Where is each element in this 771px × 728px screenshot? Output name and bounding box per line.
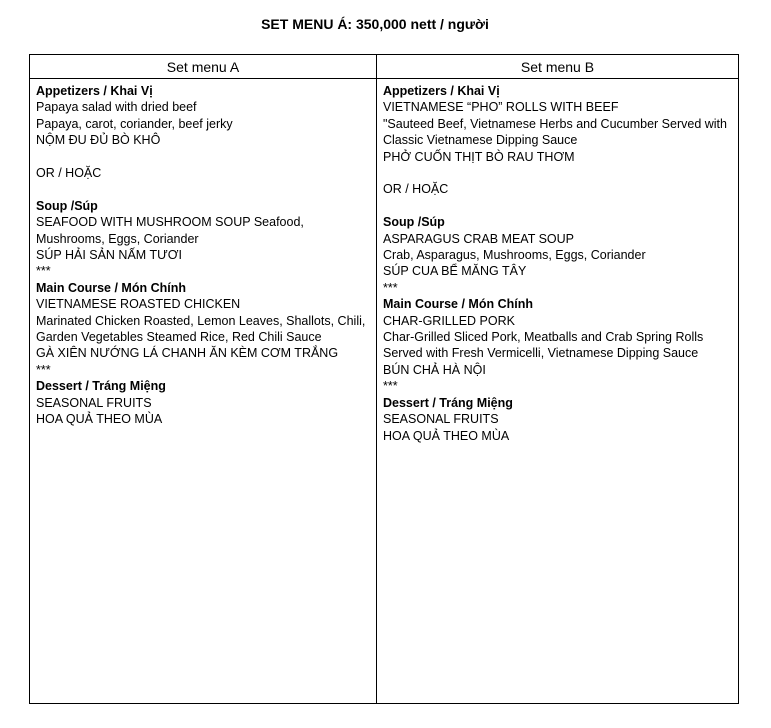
dessert-heading: Dessert / Tráng Miệng: [383, 395, 513, 410]
separator-stars: ***: [383, 280, 398, 295]
menu-line: NỘM ĐU ĐỦ BÒ KHÔ: [36, 133, 161, 148]
table-body-row: [30, 79, 739, 704]
menu-line: VIETNAMESE “PHO” ROLLS WITH BEEF: [383, 100, 619, 115]
page-title: SET MENU Á: 350,000 nett / người: [261, 16, 489, 32]
soup-heading: Soup /Súp: [36, 198, 98, 213]
dessert-section: [36, 378, 370, 427]
main-course-heading: Main Course / Món Chính: [36, 280, 186, 295]
dessert-section: [383, 395, 732, 444]
separator-stars: ***: [383, 379, 398, 394]
menu-line: VIETNAMESE ROASTED CHICKEN: [36, 297, 241, 312]
menu-line: Char-Grilled Sliced Pork, Meatballs and Crab Spring Rolls Served with Fresh Vermicelli, Vietnamese Dipping Sauce: [383, 330, 704, 361]
column-header-set-menu-b: Set menu B: [377, 55, 739, 79]
menu-line: Marinated Chicken Roasted, Lemon Leaves, Shallots, Chili, Garden Vegetables Steamed Rice, Red Chili Sauce: [36, 313, 366, 345]
or-separator: OR / HOẶC: [36, 166, 102, 181]
menu-line: Crab, Asparagus, Mushrooms, Eggs, Coriander: [383, 248, 646, 263]
appetizer-heading: Appetizers / Khai Vị: [36, 84, 153, 98]
appetizer-heading: Appetizers / Khai Vị: [383, 84, 500, 98]
menu-line: "Sauteed Beef, Vietnamese Herbs and Cucumber Served with Classic Vietnamese Dipping Sauce: [383, 116, 727, 148]
dessert-heading: Dessert / Tráng Miệng: [36, 379, 166, 394]
menu-line: ASPARAGUS CRAB MEAT SOUP: [383, 231, 575, 246]
main-course-section: [383, 296, 732, 394]
blank-line: [36, 181, 370, 197]
appetizer-section: [383, 83, 732, 214]
menu-line: SÚP HẢI SẢN NẤM TƯƠI: [36, 248, 182, 263]
menu-line: HOA QUẢ THEO MÙA: [36, 412, 163, 427]
table-header-row: [30, 55, 739, 79]
menu-line: SÚP CUA BỂ MĂNG TÂY: [383, 264, 527, 279]
set-menu-a-cell: [30, 79, 377, 704]
menu-line: CHAR-GRILLED PORK: [383, 313, 515, 328]
blank-line: [383, 198, 732, 214]
menu-line: SEASONAL FRUITS: [383, 412, 499, 427]
column-header-set-menu-a: Set menu A: [30, 55, 377, 79]
menu-line: PHỞ CUỐN THỊT BÒ RAU THƠM: [383, 149, 575, 164]
menu-table: [29, 54, 739, 704]
menu-line: GÀ XIÊN NƯỚNG LÁ CHANH ĂN KÈM CƠM TRẮNG: [36, 346, 339, 361]
menu-line: Papaya, carot, coriander, beef jerky: [36, 116, 233, 131]
appetizer-section: [36, 83, 370, 198]
soup-section: [383, 214, 732, 296]
soup-section: [36, 198, 370, 280]
blank-line: [36, 149, 370, 165]
set-menu-b-cell: [377, 79, 739, 704]
menu-line: BÚN CHẢ HÀ NỘI: [383, 362, 486, 377]
main-course-heading: Main Course / Món Chính: [383, 297, 533, 312]
soup-heading: Soup /Súp: [383, 215, 445, 230]
menu-line: Papaya salad with dried beef: [36, 100, 197, 115]
menu-line: SEAFOOD WITH MUSHROOM SOUP Seafood, Mushrooms, Eggs, Coriander: [36, 215, 304, 246]
or-separator: OR / HOẶC: [383, 182, 449, 197]
menu-line: HOA QUẢ THEO MÙA: [383, 428, 510, 443]
blank-line: [383, 165, 732, 181]
separator-stars: ***: [36, 264, 51, 279]
separator-stars: ***: [36, 362, 51, 377]
menu-line: SEASONAL FRUITS: [36, 395, 152, 410]
main-course-section: [36, 280, 370, 378]
